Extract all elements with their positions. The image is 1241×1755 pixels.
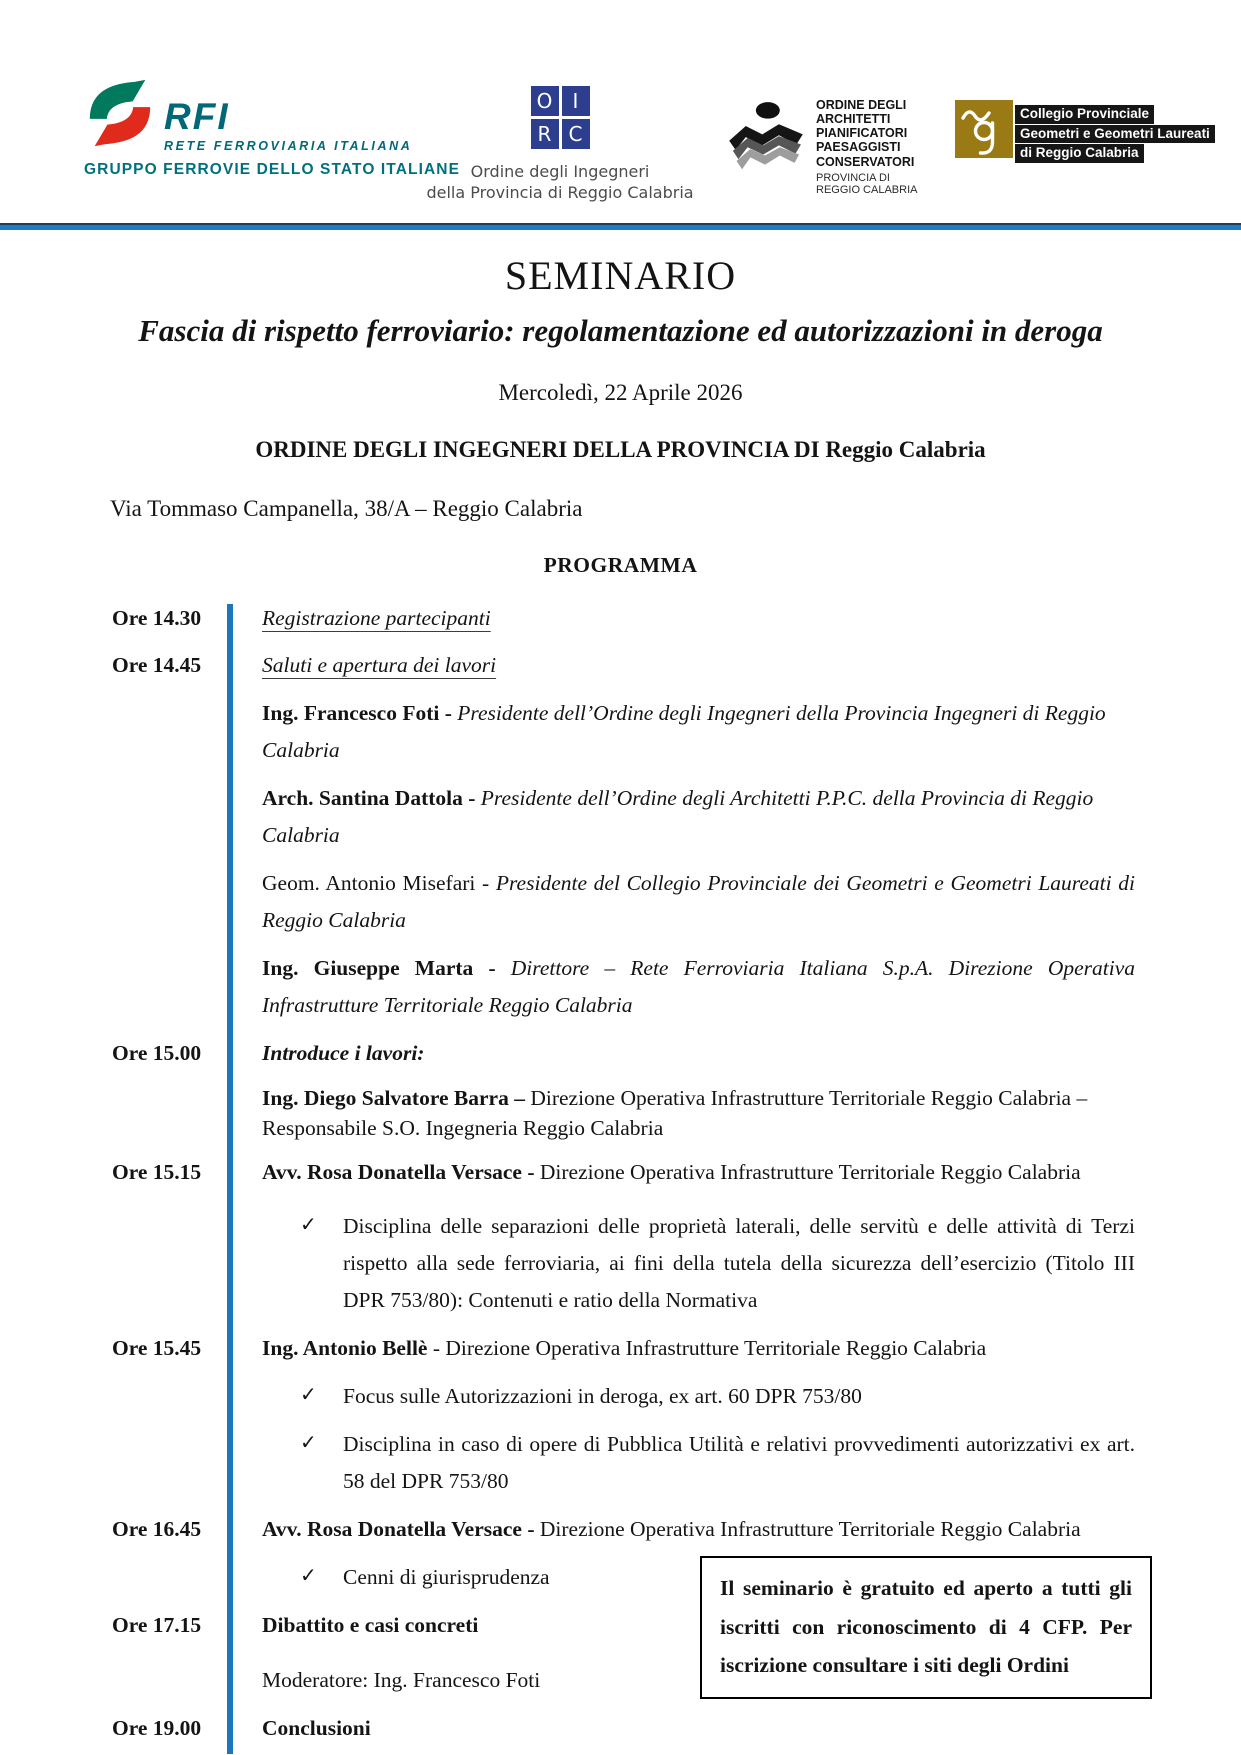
speaker-role: Presidente dell’Ordine degli Architetti P.P.C. della Provincia di Reggio Calabria	[262, 786, 1094, 848]
program-time: Ore 15.15	[112, 1160, 202, 1185]
topic-bullet	[262, 1208, 1135, 1319]
program-item: Registrazione partecipanti	[262, 605, 491, 630]
speaker-role: Direzione Operativa Infrastrutture Territoriale Reggio Calabria	[539, 1517, 1081, 1542]
document-body	[0, 236, 1241, 1755]
speaker-role: Presidente del Collegio Provinciale dei Geometri e Geometri Laureati di Reggio Calabria	[262, 871, 1135, 933]
speaker-entry	[262, 950, 1135, 1024]
speaker-role: Direzione Operativa Infrastrutture Territoriale Reggio Calabria	[539, 1160, 1081, 1185]
architetti-subline: REGGIO CALABRIA	[816, 184, 918, 197]
program-time: Ore 16.45	[112, 1517, 202, 1542]
program-time: Ore 14.45	[112, 653, 202, 678]
cfp-note-text: Il seminario è gratuito ed aperto a tutti gli iscritti con riconoscimento di 4 CFP. Per iscrizione consultare i siti degli Ordini	[720, 1576, 1132, 1678]
oirc-caption-line2: della Provincia di Reggio Calabria	[426, 182, 694, 202]
speaker-role: Direzione Operativa Infrastrutture Territoriale Reggio Calabria – Responsabile S.O. Ingegneria Reggio Calabria	[262, 1086, 1088, 1141]
architetti-line: PIANIFICATORI	[816, 126, 908, 141]
program-row-1430	[0, 600, 1241, 648]
program-item: Introduce i lavori:	[262, 1041, 425, 1066]
program-time: Ore 14.30	[112, 605, 202, 630]
oirc-letter-r: R	[531, 119, 559, 149]
oirc-logo	[415, 86, 705, 204]
geometri-line: di Reggio Calabria	[1015, 144, 1144, 163]
program-row-1545	[0, 1330, 1241, 1511]
rfi-group-line: GRUPPO FERROVIE DELLO STATO ITALIANE	[84, 161, 461, 178]
speaker-entry	[262, 1154, 1135, 1191]
header-divider-rule	[0, 223, 1241, 230]
venue-address: Via Tommaso Campanella, 38/A – Reggio Calabria	[110, 496, 583, 522]
speaker-entry	[262, 1330, 1135, 1367]
program-item: Conclusioni	[262, 1715, 371, 1740]
topic-text: Disciplina delle separazioni delle proprietà laterali, delle servitù e delle attività di Terzi rispetto alla sede ferroviaria, ai fini della tutela della sicurezza dell’esercizio (Titolo III DPR 753/80): Contenuti e ratio della Normativa	[343, 1214, 1135, 1313]
seminar-kicker: SEMINARIO	[504, 253, 737, 298]
topic-bullet	[262, 1426, 1135, 1500]
program-item: Dibattito e casi concreti	[262, 1613, 479, 1638]
geometri-line: Geometri e Geometri Laureati	[1015, 125, 1215, 144]
program-heading: PROGRAMMA	[543, 553, 698, 578]
speaker-entry	[262, 865, 1135, 939]
speaker-role: - Direzione Operativa Infrastrutture Territoriale Reggio Calabria	[427, 1336, 987, 1361]
topic-bullet	[262, 1378, 1135, 1415]
topic-text: Disciplina in caso di opere di Pubblica Utilità e relativi provvedimenti autorizzativi ex art. 58 del DPR 753/80	[343, 1432, 1135, 1494]
architetti-emblem-icon	[720, 96, 812, 185]
geometri-logo	[955, 100, 1215, 164]
speaker-entry	[262, 1083, 1135, 1143]
speaker-role: Direttore – Rete Ferroviaria Italiana S.p.A. Direzione Operativa Infrastrutture Territoriale Reggio Calabria	[262, 956, 1136, 1018]
geometri-line: Collegio Provinciale	[1015, 105, 1154, 124]
architetti-line: PAESAGGISTI	[816, 140, 901, 155]
speaker-name: Ing. Francesco Foti -	[262, 701, 458, 726]
program-item: Saluti e apertura dei lavori	[262, 653, 497, 678]
speaker-name: Arch. Santina Dattola -	[262, 786, 481, 811]
oirc-letter-c: C	[562, 119, 590, 149]
program-time: Ore 17.15	[112, 1613, 202, 1638]
speaker-entry	[262, 1511, 1135, 1548]
cfp-note-box	[700, 1556, 1152, 1699]
program-time: Ore 15.00	[112, 1041, 202, 1066]
check-icon: ✓	[300, 1384, 317, 1407]
program-row-1900	[0, 1710, 1241, 1755]
speaker-name: Avv. Rosa Donatella Versace -	[262, 1517, 540, 1542]
architetti-line: CONSERVATORI	[816, 154, 915, 169]
architetti-subline: PROVINCIA DI	[816, 171, 890, 184]
check-icon: ✓	[300, 1214, 317, 1237]
speaker-name: Ing. Giuseppe Marta -	[262, 956, 511, 981]
program-time: Ore 19.00	[112, 1715, 202, 1740]
oirc-caption-line1: Ordine degli Ingegneri	[470, 162, 650, 181]
oirc-squares-icon	[531, 86, 590, 149]
seminar-date: Mercoledì, 22 Aprile 2026	[498, 380, 743, 406]
rfi-brand: RFI	[164, 96, 230, 137]
program-time: Ore 15.45	[112, 1336, 202, 1361]
rfi-subtitle: RETE FERROVIARIA ITALIANA	[164, 139, 413, 153]
rfi-flag-icon	[84, 76, 156, 155]
speaker-name: Avv. Rosa Donatella Versace -	[262, 1160, 540, 1185]
program-row-1445	[0, 647, 1241, 1035]
check-icon: ✓	[300, 1432, 317, 1455]
architetti-line: ORDINE DEGLI	[816, 98, 907, 112]
rfi-logo	[84, 76, 460, 179]
timeline-bar	[227, 604, 233, 1754]
speaker-name: Geom. Antonio Misefari -	[262, 871, 496, 896]
speaker-entry	[262, 780, 1135, 854]
speaker-role: Presidente dell’Ordine degli Ingegneri della Provincia Ingegneri di Reggio Calabria	[262, 701, 1106, 763]
architetti-logo	[720, 96, 917, 197]
check-icon: ✓	[300, 1565, 317, 1588]
topic-text: Cenni di giurisprudenza	[343, 1565, 550, 1590]
moderator-line: Moderatore: Ing. Francesco Foti	[262, 1668, 541, 1693]
page-title: Fascia di rispetto ferroviario: regolamentazione ed autorizzazioni in deroga	[138, 313, 1103, 348]
speaker-entry	[262, 695, 1135, 769]
oirc-letter-i: I	[562, 86, 590, 116]
speaker-name: Ing. Antonio Bellè	[262, 1336, 428, 1361]
speaker-name: Ing. Diego Salvatore Barra –	[262, 1086, 531, 1111]
topic-text: Focus sulle Autorizzazioni in deroga, ex art. 60 DPR 753/80	[343, 1384, 862, 1409]
oirc-letter-o: O	[531, 86, 559, 116]
organizer-line: ORDINE DEGLI INGEGNERI DELLA PROVINCIA DI Reggio Calabria	[255, 437, 986, 463]
program-row-1500	[0, 1035, 1241, 1154]
architetti-line: ARCHITETTI	[816, 112, 891, 127]
program-row-1515	[0, 1154, 1241, 1330]
geometri-monogram-icon	[955, 100, 1013, 158]
